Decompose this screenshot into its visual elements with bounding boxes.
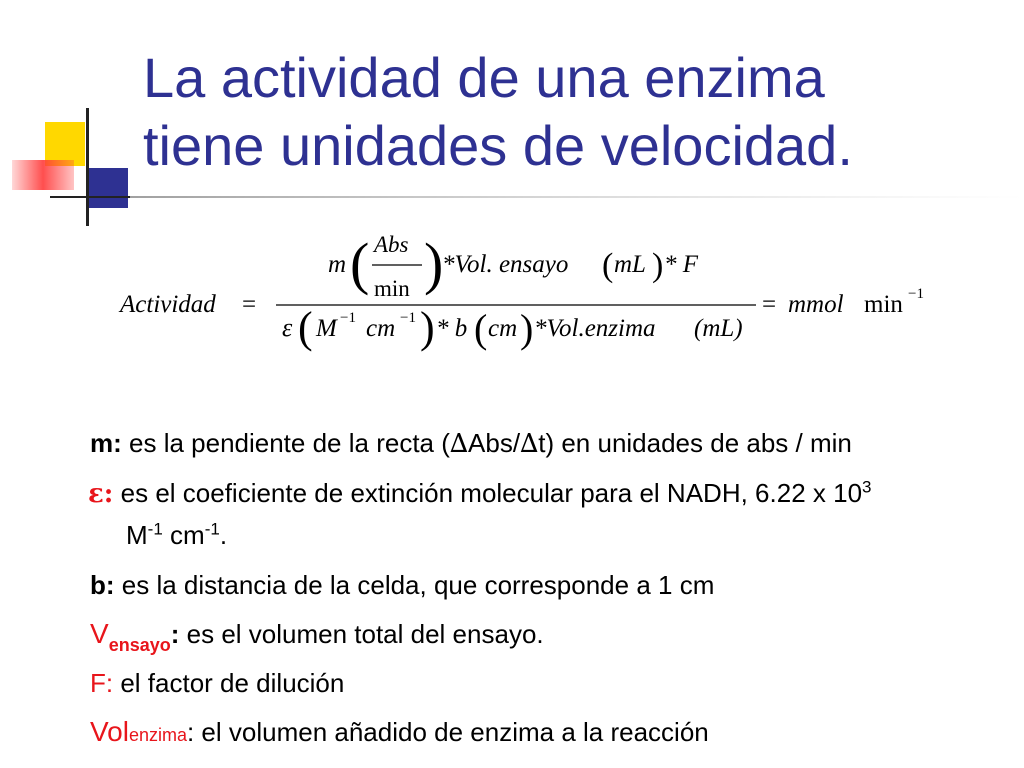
definition-b-label: b:: [90, 570, 115, 600]
deco-red-bar: [12, 160, 74, 190]
definition-m-label: m:: [90, 428, 122, 458]
formula-den-eps: ε: [282, 313, 293, 342]
formula-den-paren2-close: ): [520, 306, 534, 351]
formula-den-paren-open: (: [298, 303, 313, 352]
definition-eps: ε: es el coeficiente de extinción molecular para el NADH, 6.22 x $10^3$: [88, 477, 872, 509]
formula-num-ml: mL: [614, 251, 646, 278]
definition-vol-label: Vol: [90, 716, 129, 747]
definition-vol: Volenzima: el volumen añadido de enzima a la reacción: [90, 716, 709, 747]
formula-den-cm2: cm: [488, 315, 518, 342]
definition-eps-units: $M^{-1}$ $cm^{-1}$.: [126, 519, 228, 550]
formula-den-b: * b: [436, 315, 468, 342]
formula-rhs-min: min: [864, 291, 903, 318]
formula-num-vol: *Vol. ensayo: [442, 251, 569, 278]
slide-title: [143, 44, 1003, 180]
formula-num-m: m: [328, 251, 347, 278]
definition-m: m: es la pendiente de la recta (∆Abs/∆t) en unidades de abs / min: [90, 428, 852, 459]
formula-rhs-mmol: mmol: [788, 291, 844, 318]
formula-den-vol: *Vol.enzima: [534, 315, 656, 342]
definition-v-label: V: [90, 618, 109, 649]
formula-rhs-exp: −1: [908, 286, 924, 302]
formula-paren-close: ): [424, 231, 444, 296]
formula-den-m-exp: −1: [340, 310, 356, 326]
formula-den-m: M: [316, 315, 337, 342]
definition-f: F: el factor de dilución: [90, 668, 345, 698]
formula-den-paren2-open: (: [474, 306, 488, 351]
formula-num-f: * F: [664, 251, 699, 278]
formula-abs: Abs: [374, 232, 409, 257]
deco-yellow-square: [45, 122, 85, 166]
title-line-2: tiene unidades de velocidad.: [143, 114, 853, 177]
formula-paren-open: (: [350, 231, 370, 296]
formula-lhs: Actividad: [120, 291, 216, 318]
definition-eps-label: ε:: [88, 479, 114, 509]
formula-num-paren-open: (: [602, 247, 614, 284]
delta-icon: ∆: [449, 429, 469, 459]
definition-v: $V_{ensayo}$: es el volumen total del ensayo.: [90, 618, 544, 655]
formula-num-paren-close: ): [652, 247, 664, 284]
activity-formula: [0, 200, 1024, 360]
definition-f-label: F:: [90, 668, 114, 698]
formula-den-ml: (mL): [694, 315, 743, 342]
title-line-1: La actividad de una enzima: [143, 46, 825, 109]
formula-equals: =: [242, 291, 257, 318]
delta-icon: ∆: [520, 429, 539, 459]
formula-min: min: [374, 276, 410, 301]
formula-den-paren-close: ): [420, 303, 435, 352]
formula-den-cm: cm: [366, 315, 396, 342]
formula-den-cm-exp: −1: [400, 310, 416, 326]
deco-horizontal-line: [50, 196, 1024, 198]
definition-b: b: es la distancia de la celda, que corresponde a 1 cm: [90, 570, 715, 600]
formula-rhs-equals: =: [762, 291, 777, 318]
